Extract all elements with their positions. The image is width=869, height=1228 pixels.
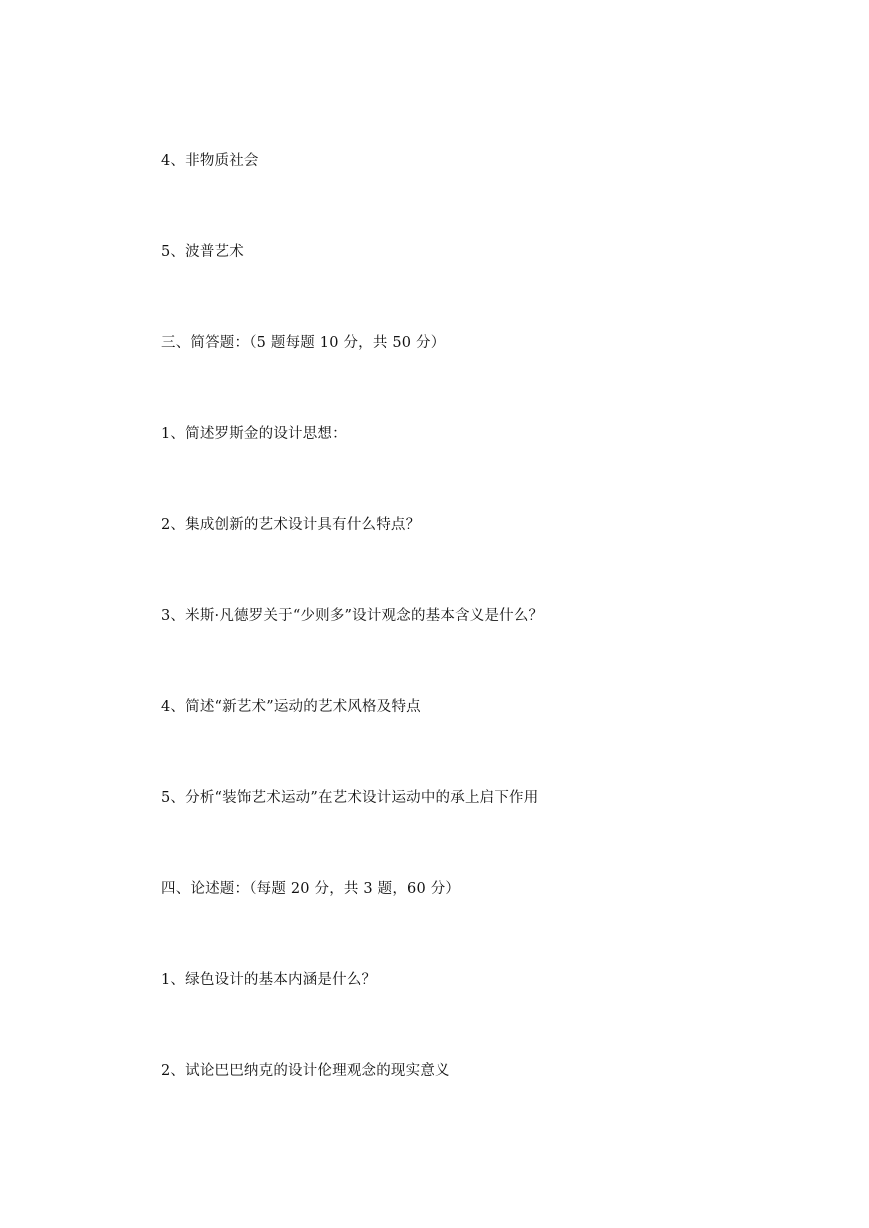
- question-item-2: 2、集成创新的艺术设计具有什么特点？: [161, 517, 421, 533]
- section-heading-short-answer: 三、简答题：（5 题每题 10 分，共 50 分）: [161, 335, 446, 351]
- term-item-5: 5、波普艺术: [161, 244, 244, 260]
- term-item-4: 4、非物质社会: [161, 153, 259, 169]
- question-item-4: 4、简述“新艺术”运动的艺术风格及特点: [161, 699, 421, 715]
- question-item-3: 3、米斯·凡德罗关于“少则多”设计观念的基本含义是什么？: [161, 608, 544, 624]
- essay-item-2: 2、试论巴巴纳克的设计伦理观念的现实意义: [161, 1063, 450, 1079]
- question-item-5: 5、分析“装饰艺术运动”在艺术设计运动中的承上启下作用: [161, 790, 539, 806]
- question-item-1: 1、简述罗斯金的设计思想：: [161, 426, 347, 442]
- essay-item-1: 1、绿色设计的基本内涵是什么？: [161, 972, 377, 988]
- section-heading-essay: 四、论述题：（每题 20 分，共 3 题，60 分）: [161, 881, 461, 897]
